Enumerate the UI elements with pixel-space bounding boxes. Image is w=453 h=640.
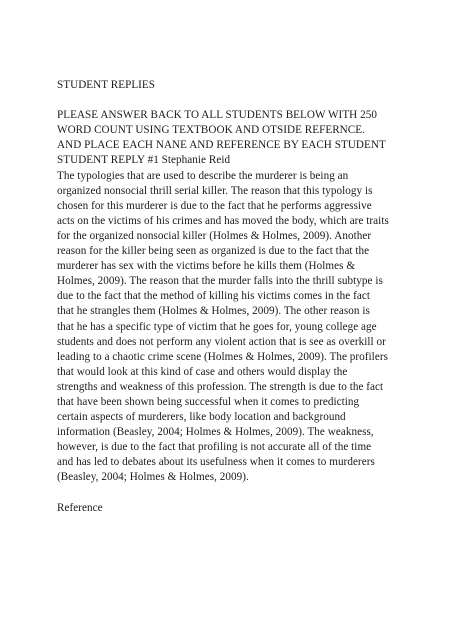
- reference-label: Reference: [57, 501, 103, 514]
- spacer: [57, 93, 389, 108]
- student-reply-body: The typologies that are used to describe the murderer is being an organized nonsocial thrill serial killer. The reason that this typology is chosen for this murderer is due to the fact that he performs aggressive acts on the victims of his crimes and has moved the body, which are traits for the organized nonsocial killer (Holmes & Holmes, 2009). Another reason for the killer being seen as organized is due to the fact that the murderer has sex with the victims before he kills them (Holmes & Holmes, 2009). The reason that the murder falls into the thrill subtype is due to the fact that the method of killing his victims comes in the fact that he strangles them (Holmes & Holmes, 2009). The other reason is that he has a specific type of victim that he goes for, young college age students and does not perform any violent action that is see as overkill or leading to a chaotic crime scene (Holmes & Holmes, 2009). The profilers that would look at this kind of case and others would display the strengths and weakness of this profession. The strength is due to the fact that have been shown being successful when it comes to predicting certain aspects of murderers, like body location and background information (Beasley, 2004; Holmes & Holmes, 2009). The weakness, however, is due to the fact that profiling is not accurate all of the time and has led to debates about its usefulness when it comes to murderers (Beasley, 2004; Holmes & Holmes, 2009).: [57, 169, 389, 484]
- student-reply-header: STUDENT REPLY #1 Stephanie Reid: [57, 154, 231, 167]
- instructions-text: PLEASE ANSWER BACK TO ALL STUDENTS BELOW WITH 250 WORD COUNT USING TEXTBOOK AND OTSIDE REFERNCE. AND PLACE EACH NANE AND REFERENCE BY EACH STUDENT: [57, 109, 386, 152]
- spacer: [57, 486, 389, 501]
- page-heading: STUDENT REPLIES: [57, 79, 156, 91]
